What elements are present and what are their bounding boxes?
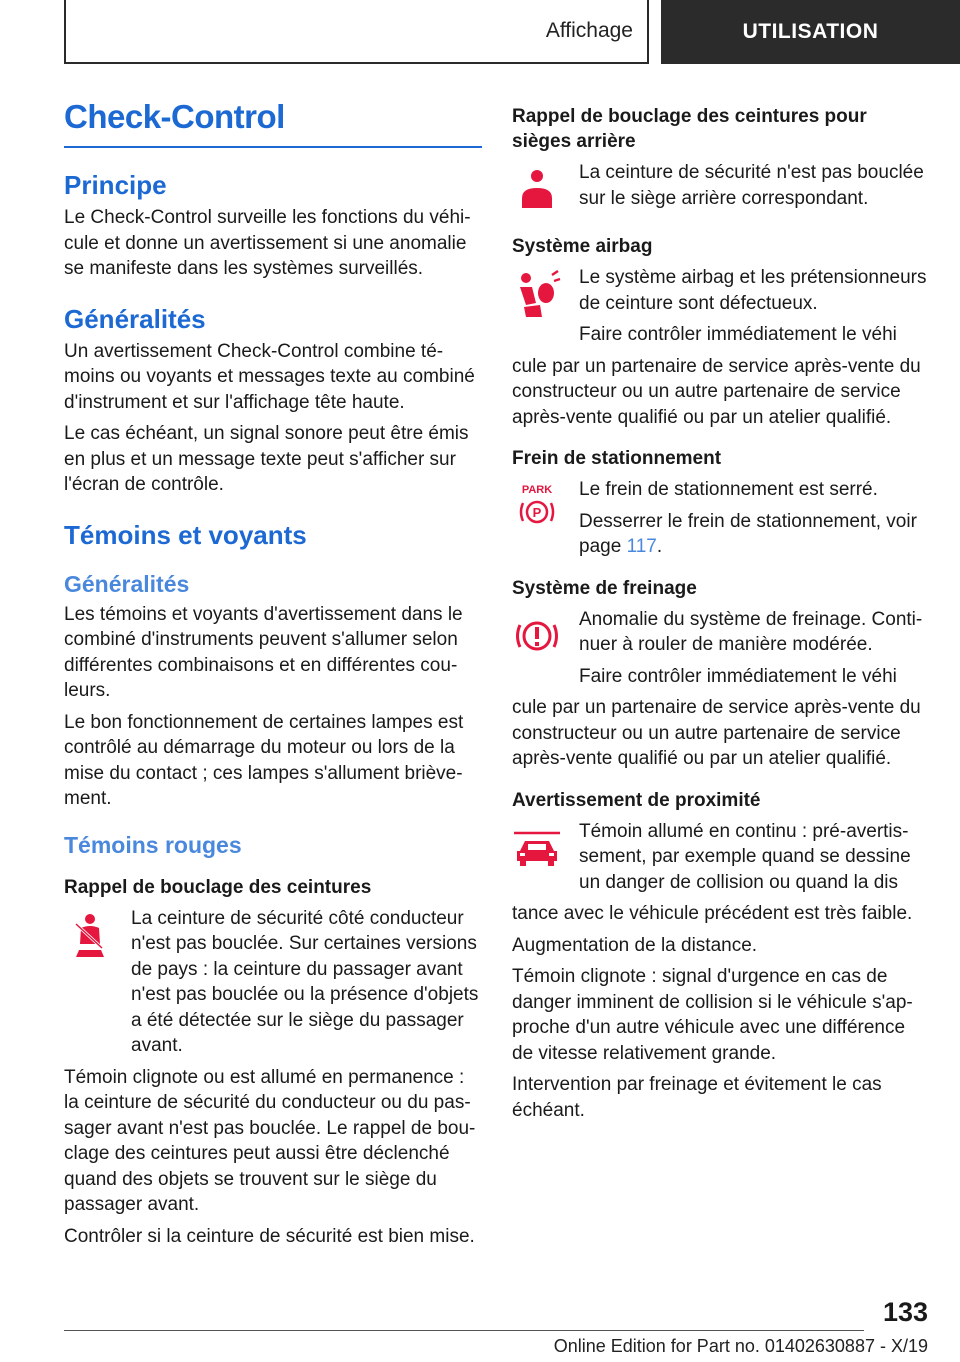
header-chapter-label: UTILISATION xyxy=(742,20,879,43)
rear-seatbelt-text: La ceinture de sécurité n'est pas bouclée sur le siège arrière correspondant. xyxy=(579,162,924,209)
car-proximity-icon xyxy=(512,823,562,873)
generalites-p1: Un avertissement Check-Control combine témoins ou voyants et messages texte au combiné d'instrument et sur l'affichage tête haute. xyxy=(64,340,475,413)
principe-text: Le Check-Control surveille les fonctions du véhicule et donne un avertissement si une anomalie se manifeste dans les systèmes surveillés. xyxy=(64,207,471,279)
header-chapter xyxy=(661,0,960,64)
principe-heading: Principe xyxy=(64,170,167,200)
proximity-text: Témoin allumé en continu : pré-avertissement, par exemple quand se dessine un danger de collision ou quand la dis xyxy=(579,820,911,893)
proximity-p4: Intervention par freinage et évitement le cas échéant. xyxy=(512,1074,882,1121)
temoins-generalites-heading: Généralités xyxy=(64,570,190,597)
brake-text: Anomalie du système de freinage. Continuer à rouler de manière modérée. xyxy=(579,608,923,655)
park-brake-icon xyxy=(512,481,562,531)
temoins-p2: Le bon fonctionnement de certaines lampes est contrôlé au démarrage du moteur ou lors de la mise du contact ; ces lampes s'allument brièvement. xyxy=(64,711,464,809)
park-heading: Frein de stationnement xyxy=(512,448,722,469)
airbag-text: Le système airbag et les prétensionneurs de ceinture sont défectueux. xyxy=(579,267,927,314)
seatbelt-p3: Contrôler si la ceinture de sécurité est bien mise. xyxy=(64,1225,475,1247)
airbag-icon xyxy=(512,269,562,319)
seatbelt-icon xyxy=(64,910,114,960)
airbag-text2: Faire contrôler immédiatement le véhi xyxy=(579,324,897,345)
svg-text:P: P xyxy=(532,505,542,520)
right-column xyxy=(512,98,930,1129)
temoins-p1: Les témoins et voyants d'avertissement dans le combiné d'instruments peuvent s'allumer selon différentes combinaisons et en différentes couleurs. xyxy=(64,603,463,701)
airbag-item xyxy=(512,265,930,348)
proximity-p2: Augmentation de la distance. xyxy=(512,934,758,956)
brake-cont: cule par un partenaire de service après-vente du constructeur ou un autre partenaire de service après-vente qualifié ou par un atelier qualifié. xyxy=(512,697,921,769)
park-icon-label: PARK xyxy=(521,484,553,496)
seatbelt-item xyxy=(64,906,482,1059)
proximity-p3: Témoin clignote : signal d'urgence en cas de danger imminent de collision si le véhicule s'approche d'un autre véhicule avec une différence de vitesse relativement grande. xyxy=(512,966,913,1064)
generalites-heading: Généralités xyxy=(64,303,206,334)
header-section-label: Affichage xyxy=(545,19,633,42)
rear-seat-icon xyxy=(512,164,562,214)
temoins-heading: Témoins et voyants xyxy=(64,519,307,550)
rear-seatbelt-heading: Rappel de bouclage des ceintures pour sièges arrière xyxy=(512,106,867,152)
generalites-p2: Le cas échéant, un signal sonore peut être émis en plus et un message texte peut s'afficher sur l'écran de contrôle. xyxy=(64,423,469,495)
park-page-link[interactable]: 117 xyxy=(626,536,657,557)
airbag-cont: cule par un partenaire de service après-vente du constructeur ou un autre partenaire de service après-vente qualifié ou par un atelier qualifié. xyxy=(512,355,921,428)
footer-edition: Online Edition for Part no. 01402630887 - X/19 xyxy=(553,1336,928,1356)
rear-seatbelt-item xyxy=(512,160,930,218)
proximity-item xyxy=(512,819,930,896)
proximity-heading: Avertissement de proximité xyxy=(512,789,761,811)
brake-item xyxy=(512,607,930,690)
park-item xyxy=(512,477,930,560)
park-text: Le frein de stationnement est serré. xyxy=(579,479,878,500)
page-number: 133 xyxy=(882,1297,928,1327)
proximity-cont: tance avec le véhicule précédent est très faible. xyxy=(512,903,913,924)
park-text2-label: Desserrer le frein de stationnement, voir page xyxy=(579,510,917,557)
page-title: Check-Control xyxy=(64,98,482,148)
airbag-heading: Système airbag xyxy=(512,236,653,257)
brake-text2: Faire contrôler immédiatement le véhi xyxy=(579,665,897,687)
footer-divider xyxy=(64,1330,864,1331)
park-text2: Desserrer le frein de stationnement, voir page 117. xyxy=(579,510,917,557)
left-column xyxy=(64,98,482,1255)
brake-heading: Système de freinage xyxy=(512,577,697,599)
brake-warning-icon xyxy=(512,611,562,661)
header-section xyxy=(64,0,649,64)
temoins-rouges-heading: Témoins rouges xyxy=(64,831,242,858)
seatbelt-text: La ceinture de sécurité côté conducteur n'est pas bouclée. Sur certaines versions de pays : la ceinture du passager avant n'est pas bouclée ou la présence d'objets a été détectée sur le siège du passager avant. xyxy=(131,907,479,1056)
seatbelt-p2: Témoin clignote ou est allumé en permanence : la ceinture de sécurité du conducteur ou du passager avant n'est pas bouclée. Le rappel de bouclage des ceintures peut aussi être déclenché quand des objets se trouvent sur le siège du passager avant. xyxy=(64,1066,476,1215)
seatbelt-heading: Rappel de bouclage des ceintures xyxy=(64,876,372,898)
